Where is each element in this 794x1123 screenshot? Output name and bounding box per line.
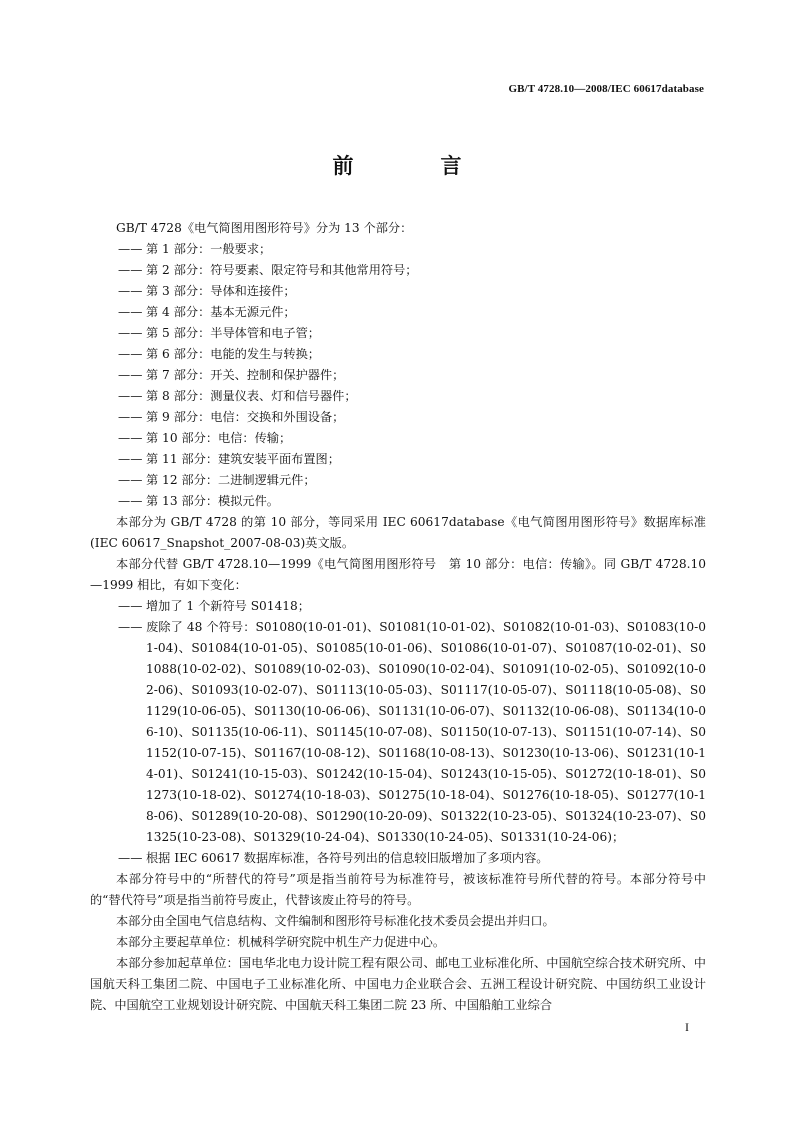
dash-mark: —— bbox=[118, 326, 143, 340]
dash-mark: —— bbox=[118, 284, 143, 298]
list-item: —— 第 11 部分：建筑安装平面布置图； bbox=[118, 449, 706, 470]
parts-list bbox=[90, 239, 706, 512]
dash-mark: —— bbox=[118, 389, 143, 403]
list-item: —— 第 8 部分：测量仪表、灯和信号器件； bbox=[118, 386, 706, 407]
dash-mark: —— bbox=[118, 410, 143, 424]
dash-mark: —— bbox=[118, 473, 143, 487]
list-item: —— 第 12 部分：二进制逻辑元件； bbox=[118, 470, 706, 491]
list-item: —— 第 3 部分：导体和连接件； bbox=[118, 281, 706, 302]
dash-mark: —— bbox=[118, 452, 143, 466]
dash-mark: —— bbox=[118, 494, 143, 508]
dash-mark: —— bbox=[118, 263, 143, 277]
intro-paragraph: GB/T 4728《电气简图用图形符号》分为 13 个部分： bbox=[116, 221, 413, 235]
list-item: —— 第 2 部分：符号要素、限定符号和其他常用符号； bbox=[118, 260, 706, 281]
replacement-paragraph: 本部分代替 GB/T 4728.10—1999《电气简图用图形符号 第 10 部分：电信：传输》。同 GB/T 4728.10—1999 相比，有如下变化： bbox=[90, 557, 706, 592]
main-drafter-paragraph: 本部分主要起草单位：机械科学研究院中机生产力促进中心。 bbox=[116, 935, 446, 949]
list-item: —— 第 4 部分：基本无源元件； bbox=[118, 302, 706, 323]
list-item: —— 第 7 部分：开关、控制和保护器件； bbox=[118, 365, 706, 386]
standard-number-header: GB/T 4728.10—2008/IEC 60617database bbox=[508, 83, 704, 95]
participants-paragraph: 本部分参加起草单位：国电华北电力设计院工程有限公司、邮电工业标准化所、中国航空综合技术研究所、中国航天科工集团二院、中国电子工业标准化所、中国电力企业联合会、五洲工程设计研究院、中国纺织工业设计院、中国航空工业规划设计研究院、中国航天科工集团二院 23 所、中国船舶工业综合 bbox=[90, 956, 706, 1012]
list-item: —— 增加了 1 个新符号 S01418； bbox=[118, 596, 706, 617]
list-item: —— 第 13 部分：模拟元件。 bbox=[118, 491, 706, 512]
page-number: I bbox=[685, 1020, 689, 1034]
page-title: 前 言 bbox=[332, 154, 495, 178]
list-item: —— 第 9 部分：电信：交换和外围设备； bbox=[118, 407, 706, 428]
dash-mark: —— bbox=[118, 431, 143, 445]
dash-mark: —— bbox=[118, 242, 143, 256]
proposed-by-paragraph: 本部分由全国电气信息结构、文件编制和图形符号标准化技术委员会提出并归口。 bbox=[116, 914, 555, 928]
dash-mark: —— bbox=[118, 347, 143, 361]
list-item: —— 废除了 48 个符号：S01080(10-01-01)、S01081(10-01-02)、S01082(10-01-03)、S01083(10-01-04)、S01084(10-01-05)、S01085(10-01-06)、S01086(10-01-07)、S01087(10-02-01)、S01088(10-02-02)、S01089(10-02-03)、S01090(10-02-04)、S01091(10-02-05)、S01092(10-02-06)、S01093(10-02-07)、S01113(10-05-03)、S01117(10-05-07)、S01118(10-05-08)、S01129(10-06-05)、S01130(10-06-06)、S01131(10-06-07)、S01132(10-06-08)、S01134(10-06-10)、S01135(10-06-11)、S01145(10-07-08)、S01150(10-07-13)、S01151(10-07-14)、S01152(10-07-15)、S01167(10-08-12)、S01168(10-08-13)、S01230(10-13-06)、S01231(10-14-01)、S01241(10-15-03)、S01242(10-15-04)、S01243(10-15-05)、S01272(10-18-01)、S01273(10-18-02)、S01274(10-18-03)、S01275(10-18-04)、S01276(10-18-05)、S01277(10-18-06)、S01289(10-20-08)、S01290(10-20-09)、S01322(10-23-05)、S01324(10-23-07)、S01325(10-23-08)、S01329(10-24-04)、S01330(10-24-05)、S01331(10-24-06)； bbox=[118, 617, 706, 848]
dash-mark: —— bbox=[118, 599, 143, 613]
list-item: —— 根据 IEC 60617 数据库标准，各符号列出的信息较旧版增加了多项内容。 bbox=[118, 848, 706, 869]
changes-list bbox=[90, 596, 706, 869]
equivalence-paragraph: 本部分为 GB/T 4728 的第 10 部分，等同采用 IEC 60617database《电气简图用图形符号》数据库标准(IEC 60617_Snapshot_2007-08-03)英文版。 bbox=[90, 515, 706, 550]
list-item: —— 第 5 部分：半导体管和电子管； bbox=[118, 323, 706, 344]
dash-mark: —— bbox=[118, 368, 143, 382]
dash-mark: —— bbox=[118, 851, 143, 865]
list-item: —— 第 10 部分：电信：传输； bbox=[118, 428, 706, 449]
document-body bbox=[90, 218, 706, 1016]
dash-mark: —— bbox=[118, 305, 143, 319]
list-item: —— 第 6 部分：电能的发生与转换； bbox=[118, 344, 706, 365]
symbols-paragraph: 本部分符号中的“所替代的符号”项是指当前符号为标准符号，被该标准符号所代替的符号。本部分符号中的“替代符号”项是指当前符号废止，代替该废止符号的符号。 bbox=[90, 872, 706, 907]
dash-mark: —— bbox=[118, 620, 143, 634]
list-item: —— 第 1 部分：一般要求； bbox=[118, 239, 706, 260]
